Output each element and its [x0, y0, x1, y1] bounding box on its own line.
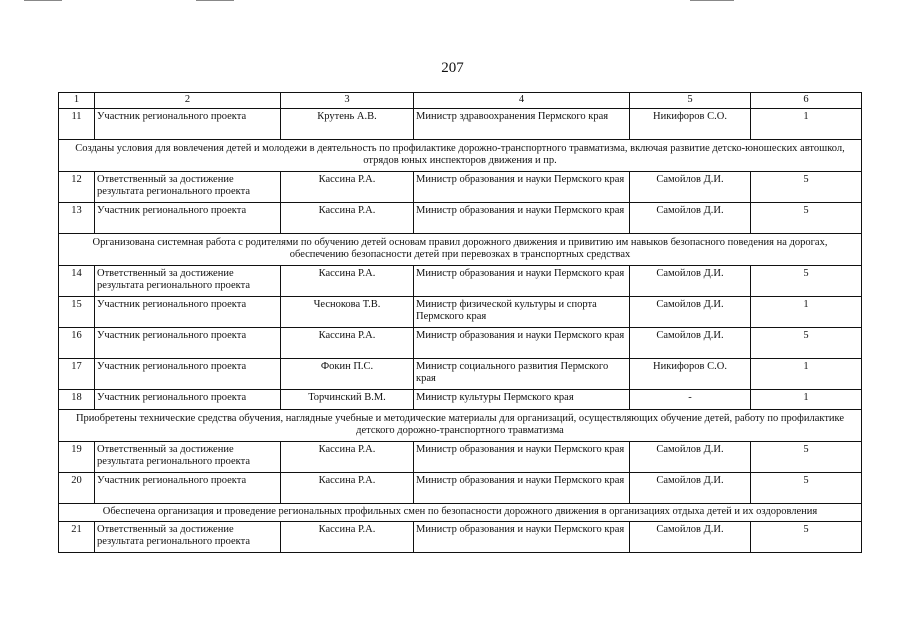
- supervisor-cell: Самойлов Д.И.: [630, 172, 751, 203]
- table-header-row: [59, 93, 862, 109]
- section-heading-row: [59, 234, 862, 266]
- table-row: [59, 359, 862, 390]
- table-row: [59, 522, 862, 553]
- supervisor-cell: Самойлов Д.И.: [630, 297, 751, 328]
- score-cell: 1: [751, 359, 862, 390]
- header-cell: 1: [59, 93, 95, 109]
- row-number-cell: 19: [59, 442, 95, 473]
- role-cell: Участник регионального проекта: [95, 328, 281, 359]
- supervisor-cell: Самойлов Д.И.: [630, 203, 751, 234]
- position-cell: Министр образования и науки Пермского края: [414, 473, 630, 504]
- role-cell: Ответственный за достижение результата регионального проекта: [95, 522, 281, 553]
- role-cell: Участник регионального проекта: [95, 109, 281, 140]
- header-cell: 4: [414, 93, 630, 109]
- score-cell: 5: [751, 522, 862, 553]
- score-cell: 1: [751, 109, 862, 140]
- top-edge-line: [196, 0, 234, 1]
- table-row: [59, 172, 862, 203]
- person-name-cell: Фокин П.С.: [281, 359, 414, 390]
- person-name-cell: Кассина Р.А.: [281, 172, 414, 203]
- header-cell: 2: [95, 93, 281, 109]
- score-cell: 5: [751, 266, 862, 297]
- table-row: [59, 266, 862, 297]
- person-name-cell: Кассина Р.А.: [281, 203, 414, 234]
- score-cell: 1: [751, 390, 862, 410]
- row-number-cell: 16: [59, 328, 95, 359]
- position-cell: Министр физической культуры и спорта Пермского края: [414, 297, 630, 328]
- header-cell: 5: [630, 93, 751, 109]
- supervisor-cell: -: [630, 390, 751, 410]
- person-name-cell: Кассина Р.А.: [281, 522, 414, 553]
- position-cell: Министр образования и науки Пермского края: [414, 172, 630, 203]
- table-row: [59, 203, 862, 234]
- role-cell: Участник регионального проекта: [95, 297, 281, 328]
- person-name-cell: Крутень А.В.: [281, 109, 414, 140]
- role-cell: Ответственный за достижение результата регионального проекта: [95, 266, 281, 297]
- section-heading-text: Созданы условия для вовлечения детей и молодежи в деятельность по профилактике дорожно-транспортного травматизма, включая развитие детско-юношеских автошкол, отрядов юных инспекторов движения и пр.: [59, 140, 862, 172]
- person-name-cell: Кассина Р.А.: [281, 328, 414, 359]
- position-cell: Министр образования и науки Пермского края: [414, 328, 630, 359]
- table-row: [59, 297, 862, 328]
- header-cell: 3: [281, 93, 414, 109]
- position-cell: Министр образования и науки Пермского края: [414, 266, 630, 297]
- row-number-cell: 20: [59, 473, 95, 504]
- role-cell: Участник регионального проекта: [95, 359, 281, 390]
- position-cell: Министр социального развития Пермского края: [414, 359, 630, 390]
- score-cell: 1: [751, 297, 862, 328]
- row-number-cell: 11: [59, 109, 95, 140]
- section-heading-row: [59, 140, 862, 172]
- top-edge-line: [690, 0, 734, 1]
- top-edge-line: [24, 0, 62, 1]
- table-row: [59, 328, 862, 359]
- header-cell: 6: [751, 93, 862, 109]
- supervisor-cell: Самойлов Д.И.: [630, 442, 751, 473]
- supervisor-cell: Самойлов Д.И.: [630, 266, 751, 297]
- position-cell: Министр здравоохранения Пермского края: [414, 109, 630, 140]
- person-name-cell: Торчинский В.М.: [281, 390, 414, 410]
- role-cell: Ответственный за достижение результата регионального проекта: [95, 442, 281, 473]
- table-body: [59, 93, 862, 553]
- table-row: [59, 473, 862, 504]
- section-heading-row: [59, 410, 862, 442]
- person-name-cell: Кассина Р.А.: [281, 442, 414, 473]
- person-name-cell: Кассина Р.А.: [281, 473, 414, 504]
- supervisor-cell: Самойлов Д.И.: [630, 473, 751, 504]
- supervisor-cell: Самойлов Д.И.: [630, 328, 751, 359]
- row-number-cell: 21: [59, 522, 95, 553]
- page-number: 207: [441, 60, 464, 76]
- person-name-cell: Кассина Р.А.: [281, 266, 414, 297]
- section-heading-text: Обеспечена организация и проведение региональных профильных смен по безопасности дорожного движения в организациях отдыха детей и их оздоровления: [59, 504, 862, 522]
- role-cell: Участник регионального проекта: [95, 203, 281, 234]
- row-number-cell: 15: [59, 297, 95, 328]
- score-cell: 5: [751, 473, 862, 504]
- section-heading-text: Приобретены технические средства обучения, наглядные учебные и методические материалы для организаций, осуществляющих обучение детей, работу по профилактике детского дорожно-транспортного травматизма: [59, 410, 862, 442]
- score-cell: 5: [751, 172, 862, 203]
- responsibility-table: [58, 92, 862, 553]
- row-number-cell: 14: [59, 266, 95, 297]
- supervisor-cell: Никифоров С.О.: [630, 359, 751, 390]
- row-number-cell: 17: [59, 359, 95, 390]
- position-cell: Министр культуры Пермского края: [414, 390, 630, 410]
- role-cell: Ответственный за достижение результата регионального проекта: [95, 172, 281, 203]
- role-cell: Участник регионального проекта: [95, 390, 281, 410]
- table-row: [59, 442, 862, 473]
- person-name-cell: Чеснокова Т.В.: [281, 297, 414, 328]
- supervisor-cell: Никифоров С.О.: [630, 109, 751, 140]
- position-cell: Министр образования и науки Пермского края: [414, 522, 630, 553]
- row-number-cell: 18: [59, 390, 95, 410]
- row-number-cell: 13: [59, 203, 95, 234]
- section-heading-row: [59, 504, 862, 522]
- role-cell: Участник регионального проекта: [95, 473, 281, 504]
- row-number-cell: 12: [59, 172, 95, 203]
- score-cell: 5: [751, 203, 862, 234]
- supervisor-cell: Самойлов Д.И.: [630, 522, 751, 553]
- score-cell: 5: [751, 328, 862, 359]
- position-cell: Министр образования и науки Пермского края: [414, 203, 630, 234]
- table-row: [59, 390, 862, 410]
- section-heading-text: Организована системная работа с родителями по обучению детей основам правил дорожного движения и привитию им навыков безопасного поведения на дорогах, обеспечению безопасности детей при перевозках в транспортных средствах: [59, 234, 862, 266]
- position-cell: Министр образования и науки Пермского края: [414, 442, 630, 473]
- score-cell: 5: [751, 442, 862, 473]
- table-row: [59, 109, 862, 140]
